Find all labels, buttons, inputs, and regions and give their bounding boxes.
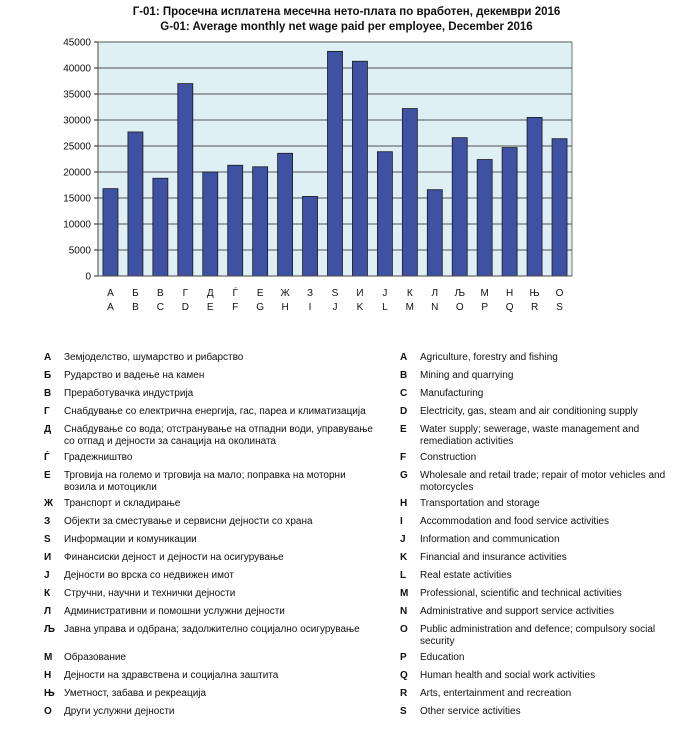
legend-text: Транспорт и складирање bbox=[64, 498, 181, 509]
bar bbox=[328, 51, 343, 276]
bar bbox=[303, 196, 318, 276]
x-tick-label-mk: К bbox=[406, 288, 413, 299]
legend-code: Ж bbox=[44, 498, 54, 509]
x-tick-label-mk: Љ bbox=[454, 288, 466, 299]
legend-text: Дејности на здравствена и социјална заштита bbox=[64, 670, 279, 681]
legend-code: Ѓ bbox=[44, 452, 50, 463]
legend-code: Ј bbox=[44, 570, 50, 581]
legend-code: K bbox=[400, 552, 408, 563]
x-tick-label-mk: О bbox=[555, 288, 564, 299]
x-tick-label-en: P bbox=[481, 302, 489, 313]
legend-text: Education bbox=[420, 652, 465, 663]
legend-code: К bbox=[44, 588, 51, 599]
legend-code: Л bbox=[44, 606, 52, 617]
legend-text: Manufacturing bbox=[420, 388, 484, 399]
legend-text: Other service activities bbox=[420, 706, 521, 717]
legend-text: Земјоделство, шумарство и рибарство bbox=[64, 352, 244, 363]
chart-title-mk: Г-01: Просечна исплатена месечна нето-плата по вработен, декември 2016 bbox=[132, 6, 561, 18]
legend-text: Agriculture, forestry and fishing bbox=[420, 352, 558, 363]
legend-code: Ѕ bbox=[44, 534, 51, 545]
legend-code: М bbox=[44, 652, 53, 663]
legend-code: I bbox=[400, 516, 403, 527]
x-tick-label-en: J bbox=[332, 302, 338, 313]
legend-english bbox=[400, 352, 690, 722]
legend-macedonian bbox=[44, 352, 374, 722]
legend-text: Трговија на големо и трговија на мало; поправка на моторни возила и мотоцикли bbox=[64, 470, 346, 493]
x-tick-label-mk: В bbox=[157, 288, 164, 299]
legend-code: З bbox=[44, 516, 51, 527]
legend-text: Public administration and defence; compulsory social security bbox=[420, 624, 656, 647]
y-tick-label: 35000 bbox=[63, 89, 91, 101]
x-tick-label-en: E bbox=[206, 302, 214, 313]
legend-text: Преработувачка индустрија bbox=[64, 388, 194, 399]
legend-text: Mining and quarrying bbox=[420, 370, 514, 381]
legend-text: Human health and social work activities bbox=[420, 670, 596, 681]
bar bbox=[527, 117, 542, 276]
legend-text: Accommodation and food service activities bbox=[420, 516, 609, 527]
bar bbox=[178, 84, 193, 276]
bar bbox=[103, 189, 118, 276]
legend-text: Рударство и вадење на камен bbox=[64, 370, 205, 381]
x-tick-label-en: R bbox=[530, 302, 539, 313]
legend-text: Financial and insurance activities bbox=[420, 552, 567, 563]
legend-text: Јавна управа и одбрана; задолжително социјално осигурување bbox=[64, 624, 360, 635]
legend-code: M bbox=[400, 588, 409, 599]
x-tick-label-en: Q bbox=[505, 302, 514, 313]
x-tick-label-en: C bbox=[156, 302, 164, 313]
bar bbox=[402, 109, 417, 276]
y-tick-label: 15000 bbox=[63, 193, 91, 205]
x-tick-label-mk: Ѓ bbox=[232, 288, 238, 299]
legend-text: Финансиски дејност и дејности на осигурување bbox=[64, 552, 284, 563]
y-tick-label: 20000 bbox=[63, 167, 91, 179]
x-tick-label-mk: З bbox=[307, 288, 314, 299]
legend-code: L bbox=[400, 570, 407, 581]
y-tick-label: 5000 bbox=[68, 245, 91, 257]
bar bbox=[278, 153, 293, 276]
x-tick-label-mk: Ѕ bbox=[331, 288, 339, 299]
x-tick-label-mk: И bbox=[356, 288, 364, 299]
legend-code: Љ bbox=[44, 624, 55, 635]
bar bbox=[477, 160, 492, 276]
chart-title-en: G-01: Average monthly net wage paid per employee, December 2016 bbox=[160, 21, 533, 33]
x-tick-label-en: K bbox=[356, 302, 364, 313]
x-tick-label-mk: Њ bbox=[529, 288, 540, 299]
legend-code: И bbox=[44, 552, 52, 563]
y-tick-label: 40000 bbox=[63, 63, 91, 75]
bar bbox=[352, 61, 367, 276]
bar-chart bbox=[0, 0, 693, 345]
bar bbox=[153, 178, 168, 276]
y-tick-label: 0 bbox=[85, 271, 91, 283]
legend-text: Electricity, gas, steam and air conditioning supply bbox=[420, 406, 638, 417]
legend-code: Њ bbox=[44, 688, 55, 699]
legend-text: Уметност, забава и рекреација bbox=[64, 688, 207, 699]
x-tick-label-mk: Е bbox=[256, 288, 264, 299]
legend-code: S bbox=[400, 706, 407, 717]
bar bbox=[253, 167, 268, 276]
legend-text: Transportation and storage bbox=[420, 498, 540, 509]
legend-code: Е bbox=[44, 470, 51, 481]
bar bbox=[427, 190, 442, 276]
x-tick-label-en: D bbox=[181, 302, 189, 313]
legend-text: Information and communication bbox=[420, 534, 560, 545]
bar bbox=[228, 165, 243, 276]
legend-text: Дејности во врска со недвижен имот bbox=[64, 570, 234, 581]
y-tick-label: 10000 bbox=[63, 219, 91, 231]
legend-code: B bbox=[400, 370, 408, 381]
legend-text: Administrative and support service activities bbox=[420, 606, 614, 617]
legend-text: Информации и комуникации bbox=[64, 534, 197, 545]
x-tick-label-en: L bbox=[382, 302, 388, 313]
y-tick-label: 45000 bbox=[63, 37, 91, 49]
bar bbox=[502, 148, 517, 276]
bar bbox=[552, 139, 567, 276]
legend-code: Н bbox=[44, 670, 52, 681]
bar bbox=[452, 138, 467, 276]
legend-code: O bbox=[400, 624, 408, 635]
legend-text: Стручни, научни и технички дејности bbox=[64, 588, 236, 599]
legend-text: Други услужни дејности bbox=[64, 706, 175, 717]
x-tick-label-mk: Б bbox=[132, 288, 139, 299]
legend-text: Wholesale and retail trade; repair of motor vehicles and motorcycles bbox=[420, 470, 666, 493]
legend-code: H bbox=[400, 498, 408, 509]
legend-text: Снабдување со вода; отстранување на отпадни води, управување со отпад и дејности за санација на околината bbox=[64, 424, 373, 447]
x-tick-label-en: B bbox=[132, 302, 139, 313]
legend-text: Real estate activities bbox=[420, 570, 512, 581]
legend-text: Административни и помошни услужни дејности bbox=[64, 606, 285, 617]
x-tick-label-mk: Г bbox=[182, 288, 189, 299]
x-tick-label-mk: Л bbox=[431, 288, 439, 299]
x-tick-label-en: I bbox=[308, 302, 312, 313]
legend-text: Образование bbox=[64, 652, 126, 663]
x-tick-label-mk: Д bbox=[206, 288, 214, 299]
x-tick-label-en: O bbox=[455, 302, 464, 313]
legend-text: Professional, scientific and technical activities bbox=[420, 588, 622, 599]
x-tick-label-en: F bbox=[232, 302, 239, 313]
x-tick-label-en: N bbox=[431, 302, 439, 313]
legend-code: F bbox=[400, 452, 407, 463]
legend-code: N bbox=[400, 606, 408, 617]
legend-code: P bbox=[400, 652, 407, 663]
x-tick-label-en: M bbox=[405, 302, 415, 313]
legend-text: Construction bbox=[420, 452, 477, 463]
legend-text: Water supply; sewerage, waste management and remediation activities bbox=[420, 424, 640, 447]
legend-code: D bbox=[400, 406, 408, 417]
legend-code: Д bbox=[44, 424, 52, 435]
legend-text: Arts, entertainment and recreation bbox=[420, 688, 572, 699]
x-tick-label-en: H bbox=[281, 302, 289, 313]
legend-code: A bbox=[400, 352, 408, 363]
legend-code: Б bbox=[44, 370, 52, 381]
x-tick-label-mk: М bbox=[480, 288, 489, 299]
x-tick-label-mk: Н bbox=[506, 288, 514, 299]
legend-text: Градежништво bbox=[64, 452, 133, 463]
legend-code: В bbox=[44, 388, 52, 399]
legend-code: А bbox=[44, 352, 52, 363]
legend-code: J bbox=[400, 534, 406, 545]
legend-code: Q bbox=[400, 670, 408, 681]
legend-code: О bbox=[44, 706, 52, 717]
legend-code: E bbox=[400, 424, 407, 435]
x-tick-label-en: S bbox=[556, 302, 563, 313]
x-tick-label-mk: А bbox=[107, 288, 114, 299]
bar bbox=[128, 132, 143, 276]
legend-code: R bbox=[400, 688, 408, 699]
bar bbox=[203, 172, 218, 276]
y-tick-label: 30000 bbox=[63, 115, 91, 127]
x-tick-label-mk: Ж bbox=[280, 288, 290, 299]
x-tick-label-en: G bbox=[256, 302, 265, 313]
legend-code: Г bbox=[44, 406, 50, 417]
bar bbox=[377, 152, 392, 276]
legend-code: G bbox=[400, 470, 408, 481]
y-tick-label: 25000 bbox=[63, 141, 91, 153]
legend-text: Објекти за сместување и сервисни дејности со храна bbox=[64, 516, 313, 527]
x-tick-label-en: A bbox=[107, 302, 114, 313]
x-tick-label-mk: Ј bbox=[382, 288, 388, 299]
legend-code: C bbox=[400, 388, 408, 399]
legend-text: Снабдување со електрична енергија, гас, пареа и климатизација bbox=[64, 406, 366, 417]
